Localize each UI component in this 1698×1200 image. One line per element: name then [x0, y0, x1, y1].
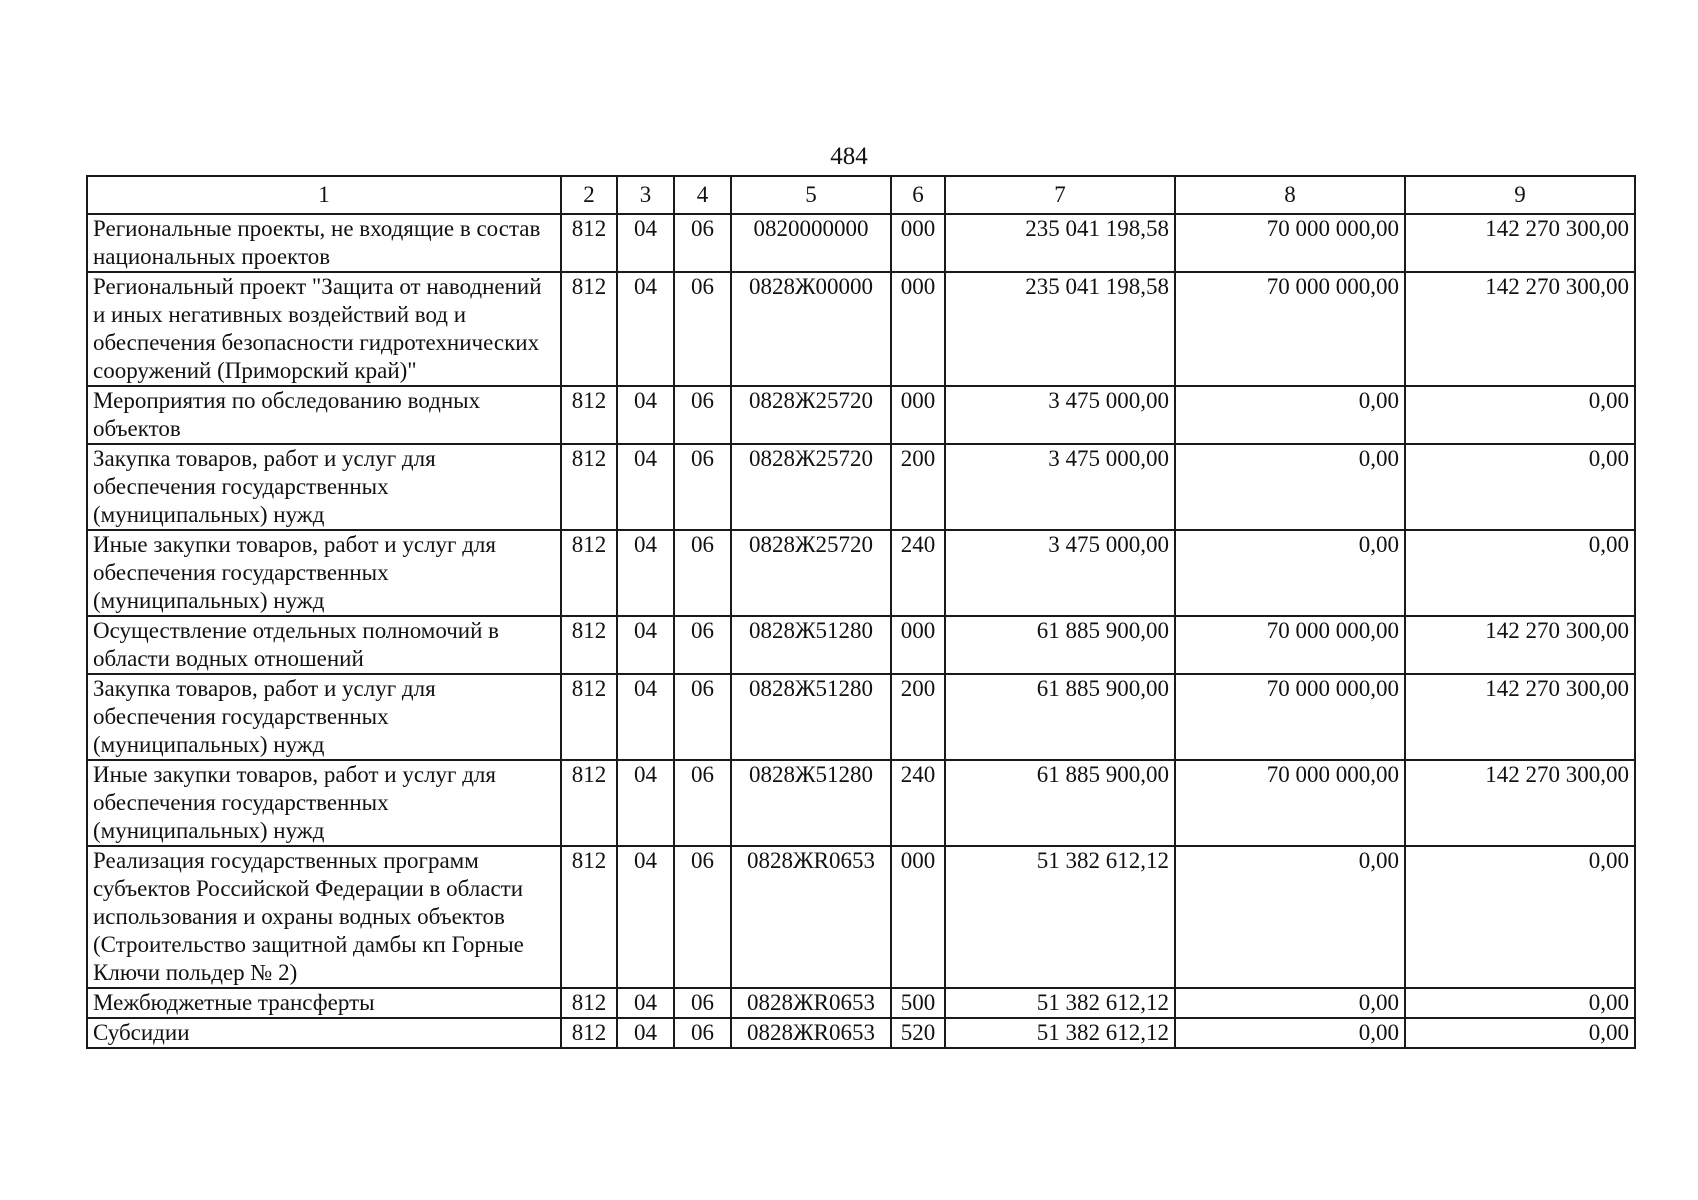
item-name: Закупка товаров, работ и услуг для обеспечения государственных (муниципальных) нужд	[87, 444, 561, 530]
table-row	[87, 272, 1635, 386]
expense-type-code: 000	[891, 846, 945, 988]
amount-col-7: 3 475 000,00	[945, 530, 1175, 616]
item-name: Региональные проекты, не входящие в состав национальных проектов	[87, 214, 561, 272]
target-article-code: 0828Ж51280	[731, 674, 891, 760]
amount-col-9: 0,00	[1405, 530, 1635, 616]
item-name: Субсидии	[87, 1018, 561, 1048]
table-row	[87, 846, 1635, 988]
amount-col-7: 51 382 612,12	[945, 846, 1175, 988]
target-article-code: 0828Ж25720	[731, 444, 891, 530]
amount-col-9: 142 270 300,00	[1405, 272, 1635, 386]
amount-col-9: 0,00	[1405, 846, 1635, 988]
amount-col-9: 142 270 300,00	[1405, 616, 1635, 674]
subsection-code: 06	[674, 760, 731, 846]
section-code: 04	[617, 760, 674, 846]
column-header-9: 9	[1405, 176, 1635, 214]
section-code: 04	[617, 674, 674, 760]
table-row	[87, 386, 1635, 444]
subsection-code: 06	[674, 272, 731, 386]
amount-col-8: 70 000 000,00	[1175, 272, 1405, 386]
item-name: Реализация государственных программ субъектов Российской Федерации в области использования и охраны водных объектов (Строительство защитной дамбы кп Горные Ключи польдер № 2)	[87, 846, 561, 988]
target-article-code: 0828Ж25720	[731, 386, 891, 444]
ministry-code: 812	[561, 760, 617, 846]
amount-col-7: 61 885 900,00	[945, 616, 1175, 674]
subsection-code: 06	[674, 444, 731, 530]
amount-col-7: 61 885 900,00	[945, 760, 1175, 846]
amount-col-8: 70 000 000,00	[1175, 616, 1405, 674]
target-article-code: 0820000000	[731, 214, 891, 272]
target-article-code: 0828Ж00000	[731, 272, 891, 386]
expense-type-code: 000	[891, 272, 945, 386]
ministry-code: 812	[561, 214, 617, 272]
amount-col-8: 0,00	[1175, 444, 1405, 530]
item-name: Иные закупки товаров, работ и услуг для обеспечения государственных (муниципальных) нужд	[87, 760, 561, 846]
subsection-code: 06	[674, 530, 731, 616]
table-row	[87, 214, 1635, 272]
table-row	[87, 760, 1635, 846]
amount-col-9: 0,00	[1405, 386, 1635, 444]
section-code: 04	[617, 530, 674, 616]
amount-col-9: 0,00	[1405, 988, 1635, 1018]
amount-col-7: 3 475 000,00	[945, 444, 1175, 530]
expense-type-code: 240	[891, 760, 945, 846]
amount-col-8: 0,00	[1175, 988, 1405, 1018]
amount-col-7: 3 475 000,00	[945, 386, 1175, 444]
item-name: Мероприятия по обследованию водных объектов	[87, 386, 561, 444]
header-row	[87, 176, 1635, 214]
amount-col-7: 51 382 612,12	[945, 988, 1175, 1018]
expense-type-code: 000	[891, 386, 945, 444]
target-article-code: 0828Ж51280	[731, 760, 891, 846]
amount-col-8: 0,00	[1175, 386, 1405, 444]
section-code: 04	[617, 846, 674, 988]
section-code: 04	[617, 444, 674, 530]
target-article-code: 0828ЖR0653	[731, 988, 891, 1018]
table-row	[87, 530, 1635, 616]
item-name: Региональный проект "Защита от наводнений и иных негативных воздействий вод и обеспечения безопасности гидротехнических сооружений (Приморский край)"	[87, 272, 561, 386]
table-row	[87, 444, 1635, 530]
subsection-code: 06	[674, 988, 731, 1018]
page-number: 484	[830, 143, 868, 170]
target-article-code: 0828Ж25720	[731, 530, 891, 616]
subsection-code: 06	[674, 214, 731, 272]
expense-type-code: 200	[891, 674, 945, 760]
table-row	[87, 674, 1635, 760]
amount-col-9: 0,00	[1405, 1018, 1635, 1048]
section-code: 04	[617, 386, 674, 444]
subsection-code: 06	[674, 1018, 731, 1048]
amount-col-8: 70 000 000,00	[1175, 674, 1405, 760]
amount-col-9: 142 270 300,00	[1405, 760, 1635, 846]
column-header-4: 4	[674, 176, 731, 214]
subsection-code: 06	[674, 674, 731, 760]
expense-type-code: 520	[891, 1018, 945, 1048]
target-article-code: 0828ЖR0653	[731, 846, 891, 988]
section-code: 04	[617, 988, 674, 1018]
amount-col-9: 0,00	[1405, 444, 1635, 530]
amount-col-8: 0,00	[1175, 1018, 1405, 1048]
ministry-code: 812	[561, 444, 617, 530]
amount-col-9: 142 270 300,00	[1405, 674, 1635, 760]
amount-col-7: 235 041 198,58	[945, 214, 1175, 272]
section-code: 04	[617, 616, 674, 674]
section-code: 04	[617, 1018, 674, 1048]
amount-col-8: 70 000 000,00	[1175, 760, 1405, 846]
ministry-code: 812	[561, 386, 617, 444]
section-code: 04	[617, 272, 674, 386]
item-name: Межбюджетные трансферты	[87, 988, 561, 1018]
target-article-code: 0828Ж51280	[731, 616, 891, 674]
table-header	[87, 176, 1635, 214]
subsection-code: 06	[674, 616, 731, 674]
ministry-code: 812	[561, 530, 617, 616]
table-body	[87, 214, 1635, 1048]
table-row	[87, 1018, 1635, 1048]
expense-type-code: 000	[891, 214, 945, 272]
subsection-code: 06	[674, 386, 731, 444]
ministry-code: 812	[561, 846, 617, 988]
amount-col-7: 235 041 198,58	[945, 272, 1175, 386]
item-name: Осуществление отдельных полномочий в области водных отношений	[87, 616, 561, 674]
table-row	[87, 988, 1635, 1018]
item-name: Иные закупки товаров, работ и услуг для обеспечения государственных (муниципальных) нужд	[87, 530, 561, 616]
column-header-2: 2	[561, 176, 617, 214]
ministry-code: 812	[561, 988, 617, 1018]
column-header-3: 3	[617, 176, 674, 214]
expense-type-code: 200	[891, 444, 945, 530]
column-header-1: 1	[87, 176, 561, 214]
amount-col-8: 70 000 000,00	[1175, 214, 1405, 272]
ministry-code: 812	[561, 674, 617, 760]
subsection-code: 06	[674, 846, 731, 988]
column-header-7: 7	[945, 176, 1175, 214]
expense-type-code: 000	[891, 616, 945, 674]
expense-type-code: 500	[891, 988, 945, 1018]
amount-col-8: 0,00	[1175, 530, 1405, 616]
column-header-5: 5	[731, 176, 891, 214]
target-article-code: 0828ЖR0653	[731, 1018, 891, 1048]
amount-col-7: 51 382 612,12	[945, 1018, 1175, 1048]
amount-col-8: 0,00	[1175, 846, 1405, 988]
expense-type-code: 240	[891, 530, 945, 616]
ministry-code: 812	[561, 1018, 617, 1048]
amount-col-7: 61 885 900,00	[945, 674, 1175, 760]
section-code: 04	[617, 214, 674, 272]
amount-col-9: 142 270 300,00	[1405, 214, 1635, 272]
column-header-8: 8	[1175, 176, 1405, 214]
column-header-6: 6	[891, 176, 945, 214]
budget-table	[86, 175, 1636, 1049]
ministry-code: 812	[561, 616, 617, 674]
table-row	[87, 616, 1635, 674]
item-name: Закупка товаров, работ и услуг для обеспечения государственных (муниципальных) нужд	[87, 674, 561, 760]
ministry-code: 812	[561, 272, 617, 386]
